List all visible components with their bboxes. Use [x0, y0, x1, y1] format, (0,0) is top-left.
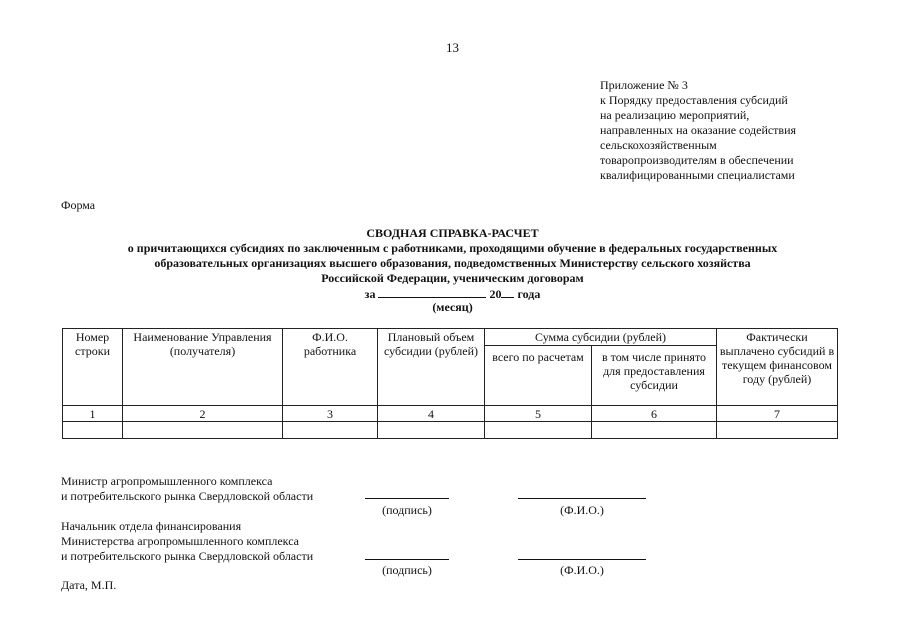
page-number: 13 — [446, 40, 459, 55]
empty-cell — [63, 422, 123, 439]
month-label: (месяц) — [432, 300, 473, 314]
finance-name-line — [518, 559, 646, 560]
header-total: всего по расчетам — [485, 346, 592, 406]
form-label: Форма — [61, 198, 96, 212]
empty-cell — [592, 422, 717, 439]
finance-name-caption: (Ф.И.О.) — [560, 563, 604, 577]
year-blank — [501, 286, 514, 298]
header-actual-paid: Фактически выплачено субсидий в текущем финансовом году (рублей) — [717, 329, 838, 406]
signature-label-line: Министерства агропромышленного комплекса — [61, 534, 300, 548]
period-suffix: года — [517, 287, 541, 301]
minister-name-caption: (Ф.И.О.) — [560, 503, 604, 517]
finance-head-signature-label — [61, 519, 313, 564]
header-accepted: в том числе принято для предоставления субсидии — [592, 346, 717, 406]
finance-signature-line — [365, 559, 449, 560]
signature-label-line: и потребительского рынка Свердловской области — [61, 489, 314, 503]
signature-label-line: Начальник отдела финансирования — [61, 519, 242, 533]
header-subsidy-group: Сумма субсидии (рублей) — [485, 329, 717, 346]
appendix-block — [600, 78, 900, 183]
date-stamp-label: Дата, М.П. — [61, 578, 117, 592]
minister-signature-line — [365, 498, 449, 499]
empty-cell — [717, 422, 838, 439]
column-number: 2 — [123, 406, 283, 422]
appendix-line: на реализацию мероприятий, — [600, 108, 750, 122]
title-line: о причитающихся субсидиях по заключенным с работниками, проходящими обучение в федеральных государственных — [127, 241, 778, 255]
minister-signature-caption: (подпись) — [382, 503, 432, 517]
title-heading: СВОДНАЯ СПРАВКА-РАСЧЕТ — [366, 226, 539, 240]
header-worker-name: Ф.И.О. работника — [283, 329, 378, 406]
month-blank — [378, 286, 486, 298]
column-number: 6 — [592, 406, 717, 422]
period-prefix: за — [364, 287, 376, 301]
appendix-line: товаропроизводителям в обеспечении — [600, 153, 794, 167]
minister-name-line — [518, 498, 646, 499]
signature-label-line: и потребительского рынка Свердловской области — [61, 549, 314, 563]
title-line: Российской Федерации, ученическим договорам — [321, 271, 584, 285]
appendix-line: направленных на оказание содействия — [600, 123, 797, 137]
column-number: 3 — [283, 406, 378, 422]
column-number: 5 — [485, 406, 592, 422]
document-title — [0, 226, 905, 302]
empty-cell — [123, 422, 283, 439]
empty-cell — [485, 422, 592, 439]
appendix-line: Приложение № 3 — [600, 78, 688, 92]
period-year: 20 — [489, 287, 502, 301]
header-recipient: Наименование Управления (получателя) — [123, 329, 283, 406]
column-number: 7 — [717, 406, 838, 422]
header-planned-amount: Плановый объем субсидии (рублей) — [378, 329, 485, 406]
header-row-number: Номер строки — [63, 329, 123, 406]
empty-cell — [378, 422, 485, 439]
signature-label-line: Министр агропромышленного комплекса — [61, 474, 273, 488]
appendix-line: квалифицированными специалистами — [600, 168, 795, 182]
empty-cell — [283, 422, 378, 439]
title-line: образовательных организациях высшего образования, подведомственных Министерству сельского хозяйства — [154, 256, 751, 270]
column-number: 4 — [378, 406, 485, 422]
appendix-line: сельскохозяйственным — [600, 138, 717, 152]
finance-signature-caption: (подпись) — [382, 563, 432, 577]
appendix-line: к Порядку предоставления субсидий — [600, 93, 788, 107]
column-number: 1 — [63, 406, 123, 422]
minister-signature-label — [61, 474, 313, 504]
subsidy-table — [62, 328, 838, 439]
